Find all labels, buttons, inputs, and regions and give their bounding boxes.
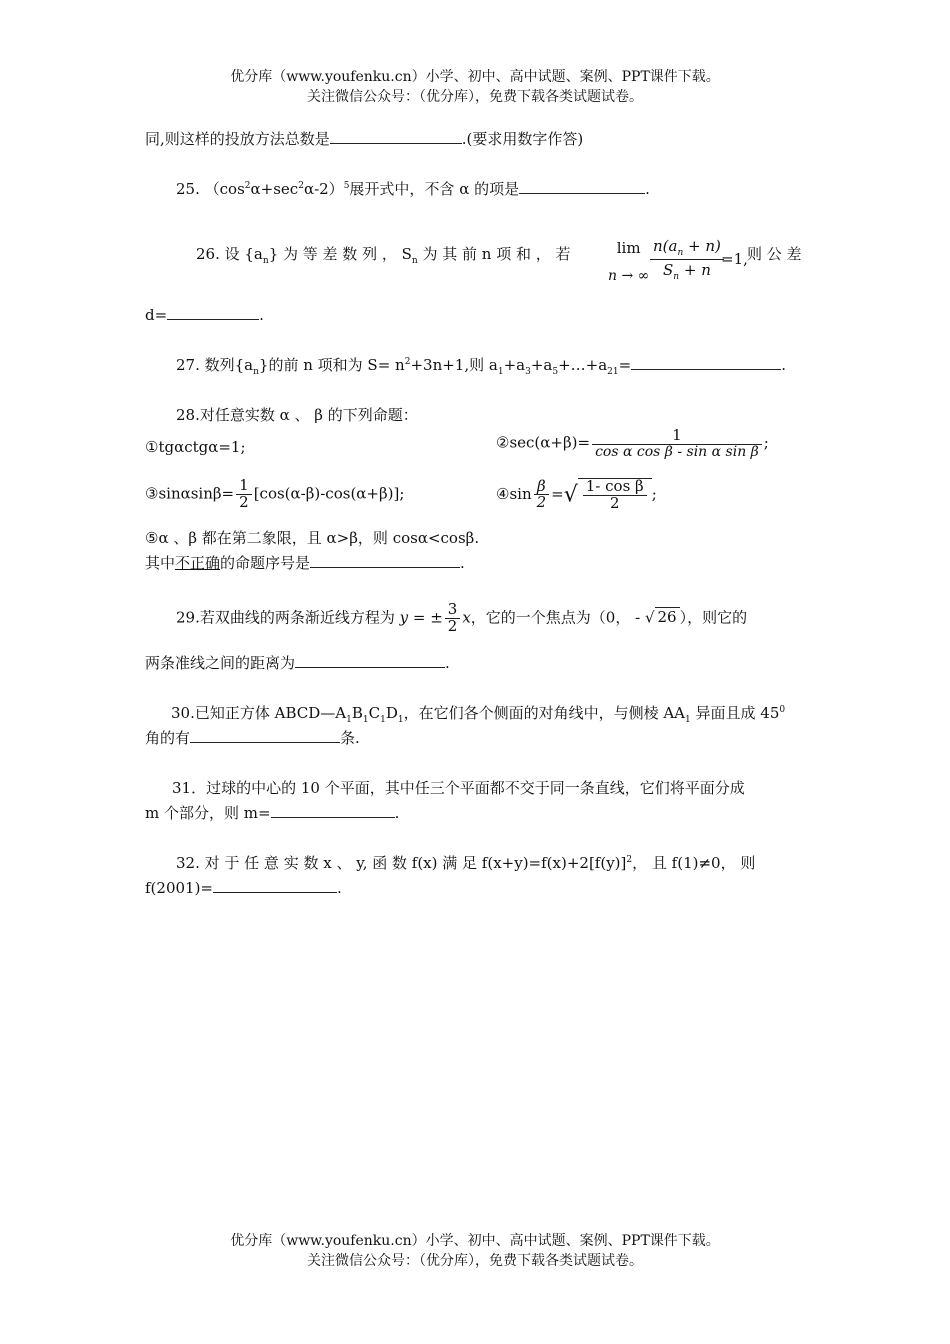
page-footer-line1: 优分库（www.youfenku.cn）小学、初中、高中试题、案例、PPT课件下载。 <box>230 1233 720 1249</box>
q25-sup: 2 <box>298 181 304 191</box>
q28-p3-post: [cos(α-β)-cos(α+β)]; <box>253 484 405 503</box>
q30-sub: 1 <box>346 715 352 725</box>
q24-tail <box>145 128 583 149</box>
q32-answer-blank[interactable] <box>213 877 337 893</box>
q29-den: 2 <box>447 616 458 635</box>
q27-sub: 21 <box>607 367 619 377</box>
q28-prop-5: ⑤α 、β 都在第二象限，且 α>β，则 cosα<cosβ. <box>145 529 480 547</box>
q26-limit <box>608 234 649 289</box>
q26-text-b: } 为 等 差 数 列 ， S <box>268 245 412 263</box>
q28-p4-num: β <box>534 479 550 496</box>
q26-after: 则 公 差 <box>747 245 802 263</box>
q27-text: +3n+1,则 a <box>410 356 498 374</box>
q29-root: 26 <box>655 607 680 626</box>
q25-expr: （cos <box>204 180 245 198</box>
q31-line1: 31．过球的中心的 10 个平面，其中任三个平面都不交于同一条直线，它们将平面分成 <box>172 779 745 797</box>
q30-text: ，在它们各个侧面的对角线中，与侧棱 AA <box>403 704 686 722</box>
q27-text: +a <box>530 356 553 374</box>
q26-eq: =1, <box>721 250 748 268</box>
q28-ask-post: 的命题序号是 <box>220 554 311 572</box>
q30-end: 条. <box>340 729 360 747</box>
q25-expr: α-2） <box>303 180 344 198</box>
q30-sub: 1 <box>362 715 369 725</box>
q29-end: . <box>445 654 450 672</box>
q28-p4-rnum: 1- cos β <box>583 479 647 496</box>
q28-p4-end: ; <box>651 484 657 503</box>
q26-sub: n <box>411 256 418 266</box>
q28-p4-pre: ④sin <box>496 484 532 503</box>
q32-line1 <box>176 852 755 873</box>
q32-end: . <box>337 879 342 897</box>
q30-line2-text: 角的有 <box>145 729 191 747</box>
q26-num: (a <box>662 237 678 255</box>
q26-num: n <box>653 237 663 255</box>
q32-line1-pre: 32. 对 于 任 意 实 数 x 、 y, 函 数 f(x) 满 足 f(x+y)=f(x)+2[f(y)] <box>176 854 627 872</box>
q28-p4-den: 2 <box>536 493 547 512</box>
q32-line2 <box>145 877 342 897</box>
question-30 <box>171 702 785 725</box>
q27-text: 27. 数列{a <box>176 356 254 374</box>
q29-neg: - <box>630 608 645 627</box>
q26-line2 <box>145 304 264 324</box>
q29-line2 <box>145 652 450 673</box>
q26-den-sub: n <box>673 272 680 283</box>
question-25 <box>176 178 650 199</box>
q28-ask-underlined: 不正确 <box>175 554 221 572</box>
q25-answer-blank[interactable] <box>519 178 645 194</box>
q28-prop-4: ④sin $\frac{\beta}{2}$ =√ $\frac{\text{1- cos β}}{2}$ ; <box>496 476 657 512</box>
q25-number: 25. <box>176 180 200 198</box>
q31-answer-blank[interactable] <box>271 802 395 818</box>
q28-p2-num: 1 <box>592 428 762 445</box>
q30-text: C <box>368 704 381 722</box>
q28-ask-pre: 其中 <box>145 554 176 572</box>
q28-prop-1: ①tgαctgα=1; <box>145 438 246 456</box>
q30-line2 <box>145 727 360 748</box>
q28-p4-eq: = <box>551 484 564 503</box>
q26-text-c: 为 其 前 n 项 和 ， 若 <box>417 245 571 263</box>
q28-p3-den: 2 <box>239 492 249 511</box>
q32-line1-post: ， 且 f(1)≠0， 则 <box>632 854 756 872</box>
q26-num: + n) <box>683 237 721 255</box>
q27-text: = <box>618 356 632 374</box>
q26-end: . <box>259 306 264 324</box>
q28-p2-den: cos α cos β - sin α sin β <box>595 443 759 460</box>
q30-text: B <box>351 704 363 722</box>
page-footer-line2: 关注微信公众号：（优分库），免费下载各类试题试卷。 <box>307 1253 643 1269</box>
q28-prop-2 <box>496 428 769 459</box>
q30-text: 异面且成 45 <box>690 704 780 722</box>
q26-num-sub: n <box>677 248 684 258</box>
q28-p2-pre: ②sec(α+β)= <box>496 433 591 452</box>
q29-x: x <box>462 608 471 627</box>
q30-text: D <box>385 704 398 722</box>
q31-end: . <box>394 804 400 822</box>
q29-answer-blank[interactable] <box>295 652 445 668</box>
q26-den: + n <box>679 261 711 280</box>
q29-y: y = ± <box>399 608 443 627</box>
q26-fraction <box>648 236 726 283</box>
q30-sub: 1 <box>685 715 691 725</box>
q26-text-a: 26. 设 {a <box>196 245 263 263</box>
q27-sup: 2 <box>404 357 411 367</box>
q27-text: +…+a <box>558 356 608 374</box>
q26-d: d= <box>145 306 168 324</box>
q25-text: 展开式中，不含 α 的项是 <box>349 180 520 198</box>
q27-text: }的前 n 项和为 S= n <box>258 356 405 374</box>
q30-sup: 0 <box>779 705 786 715</box>
q26-lim: lim <box>616 239 641 257</box>
q26-sub: n <box>262 256 269 266</box>
q29-num: 3 <box>445 602 461 619</box>
q29-post: ），则它的 <box>679 608 748 627</box>
q26-den: S <box>663 261 674 280</box>
q27-sub: 1 <box>497 367 504 377</box>
q25-end: . <box>645 180 650 198</box>
q30-answer-blank[interactable] <box>190 727 340 743</box>
q31-line2-text: m 个部分，则 m= <box>145 804 271 822</box>
q26-text <box>196 243 571 266</box>
q26-lim-under: n → ∞ <box>608 267 650 284</box>
q30-sub: 1 <box>380 715 386 725</box>
q24-answer-blank[interactable] <box>330 128 462 144</box>
q27-sub: n <box>253 367 259 377</box>
q32-sup: 2 <box>626 855 633 865</box>
q25-expr: α+sec <box>250 180 299 198</box>
q28-p4-rden: 2 <box>609 493 620 512</box>
q24-text: 同,则这样的投放方法总数是 <box>145 130 330 148</box>
q27-answer-blank[interactable] <box>631 354 781 370</box>
q28-intro: 28.对任意实数 α 、 β 的下列命题： <box>176 406 418 424</box>
q24-suffix: .(要求用数字作答) <box>461 130 584 148</box>
q29-mid: ，它的一个焦点为（0， <box>470 608 631 627</box>
question-29: 29.若双曲线的两条渐近线方程为 y = ± $\frac{3}{2}$ x，它的一个焦点为（0， - √ 26 ），则它的 <box>176 600 748 635</box>
q28-p2-end: ; <box>763 433 769 452</box>
q30-text: 30.已知正方体 ABCD—A <box>171 704 347 722</box>
q28-p3-pre: ③sinαsinβ= <box>145 484 235 503</box>
q27-text: +a <box>503 356 526 374</box>
q28-end: . <box>460 554 465 572</box>
q25-sup: 5 <box>343 181 350 191</box>
q28-ask <box>145 552 465 573</box>
q27-sub: 3 <box>525 367 531 377</box>
q31-line2 <box>145 802 399 823</box>
q29-line2-text: 两条准线之间的距离为 <box>145 654 296 672</box>
q30-sub: 1 <box>397 715 404 725</box>
question-27 <box>176 354 786 377</box>
q28-prop-3 <box>145 478 404 511</box>
q25-sup: 2 <box>244 181 251 191</box>
q28-answer-blank[interactable] <box>310 552 460 568</box>
q27-sub: 5 <box>552 367 559 377</box>
q32-line2-text: f(2001)= <box>145 879 213 897</box>
q28-p3-num: 1 <box>236 478 252 495</box>
q27-end: . <box>781 356 786 374</box>
page-header-line2: 关注微信公众号：（优分库），免费下载各类试题试卷。 <box>307 89 643 105</box>
page-header-line1: 优分库（www.youfenku.cn）小学、初中、高中试题、案例、PPT课件下载。 <box>230 69 720 85</box>
q29-pre: 29.若双曲线的两条渐近线方程为 <box>176 608 400 627</box>
q26-answer-blank[interactable] <box>167 304 259 320</box>
